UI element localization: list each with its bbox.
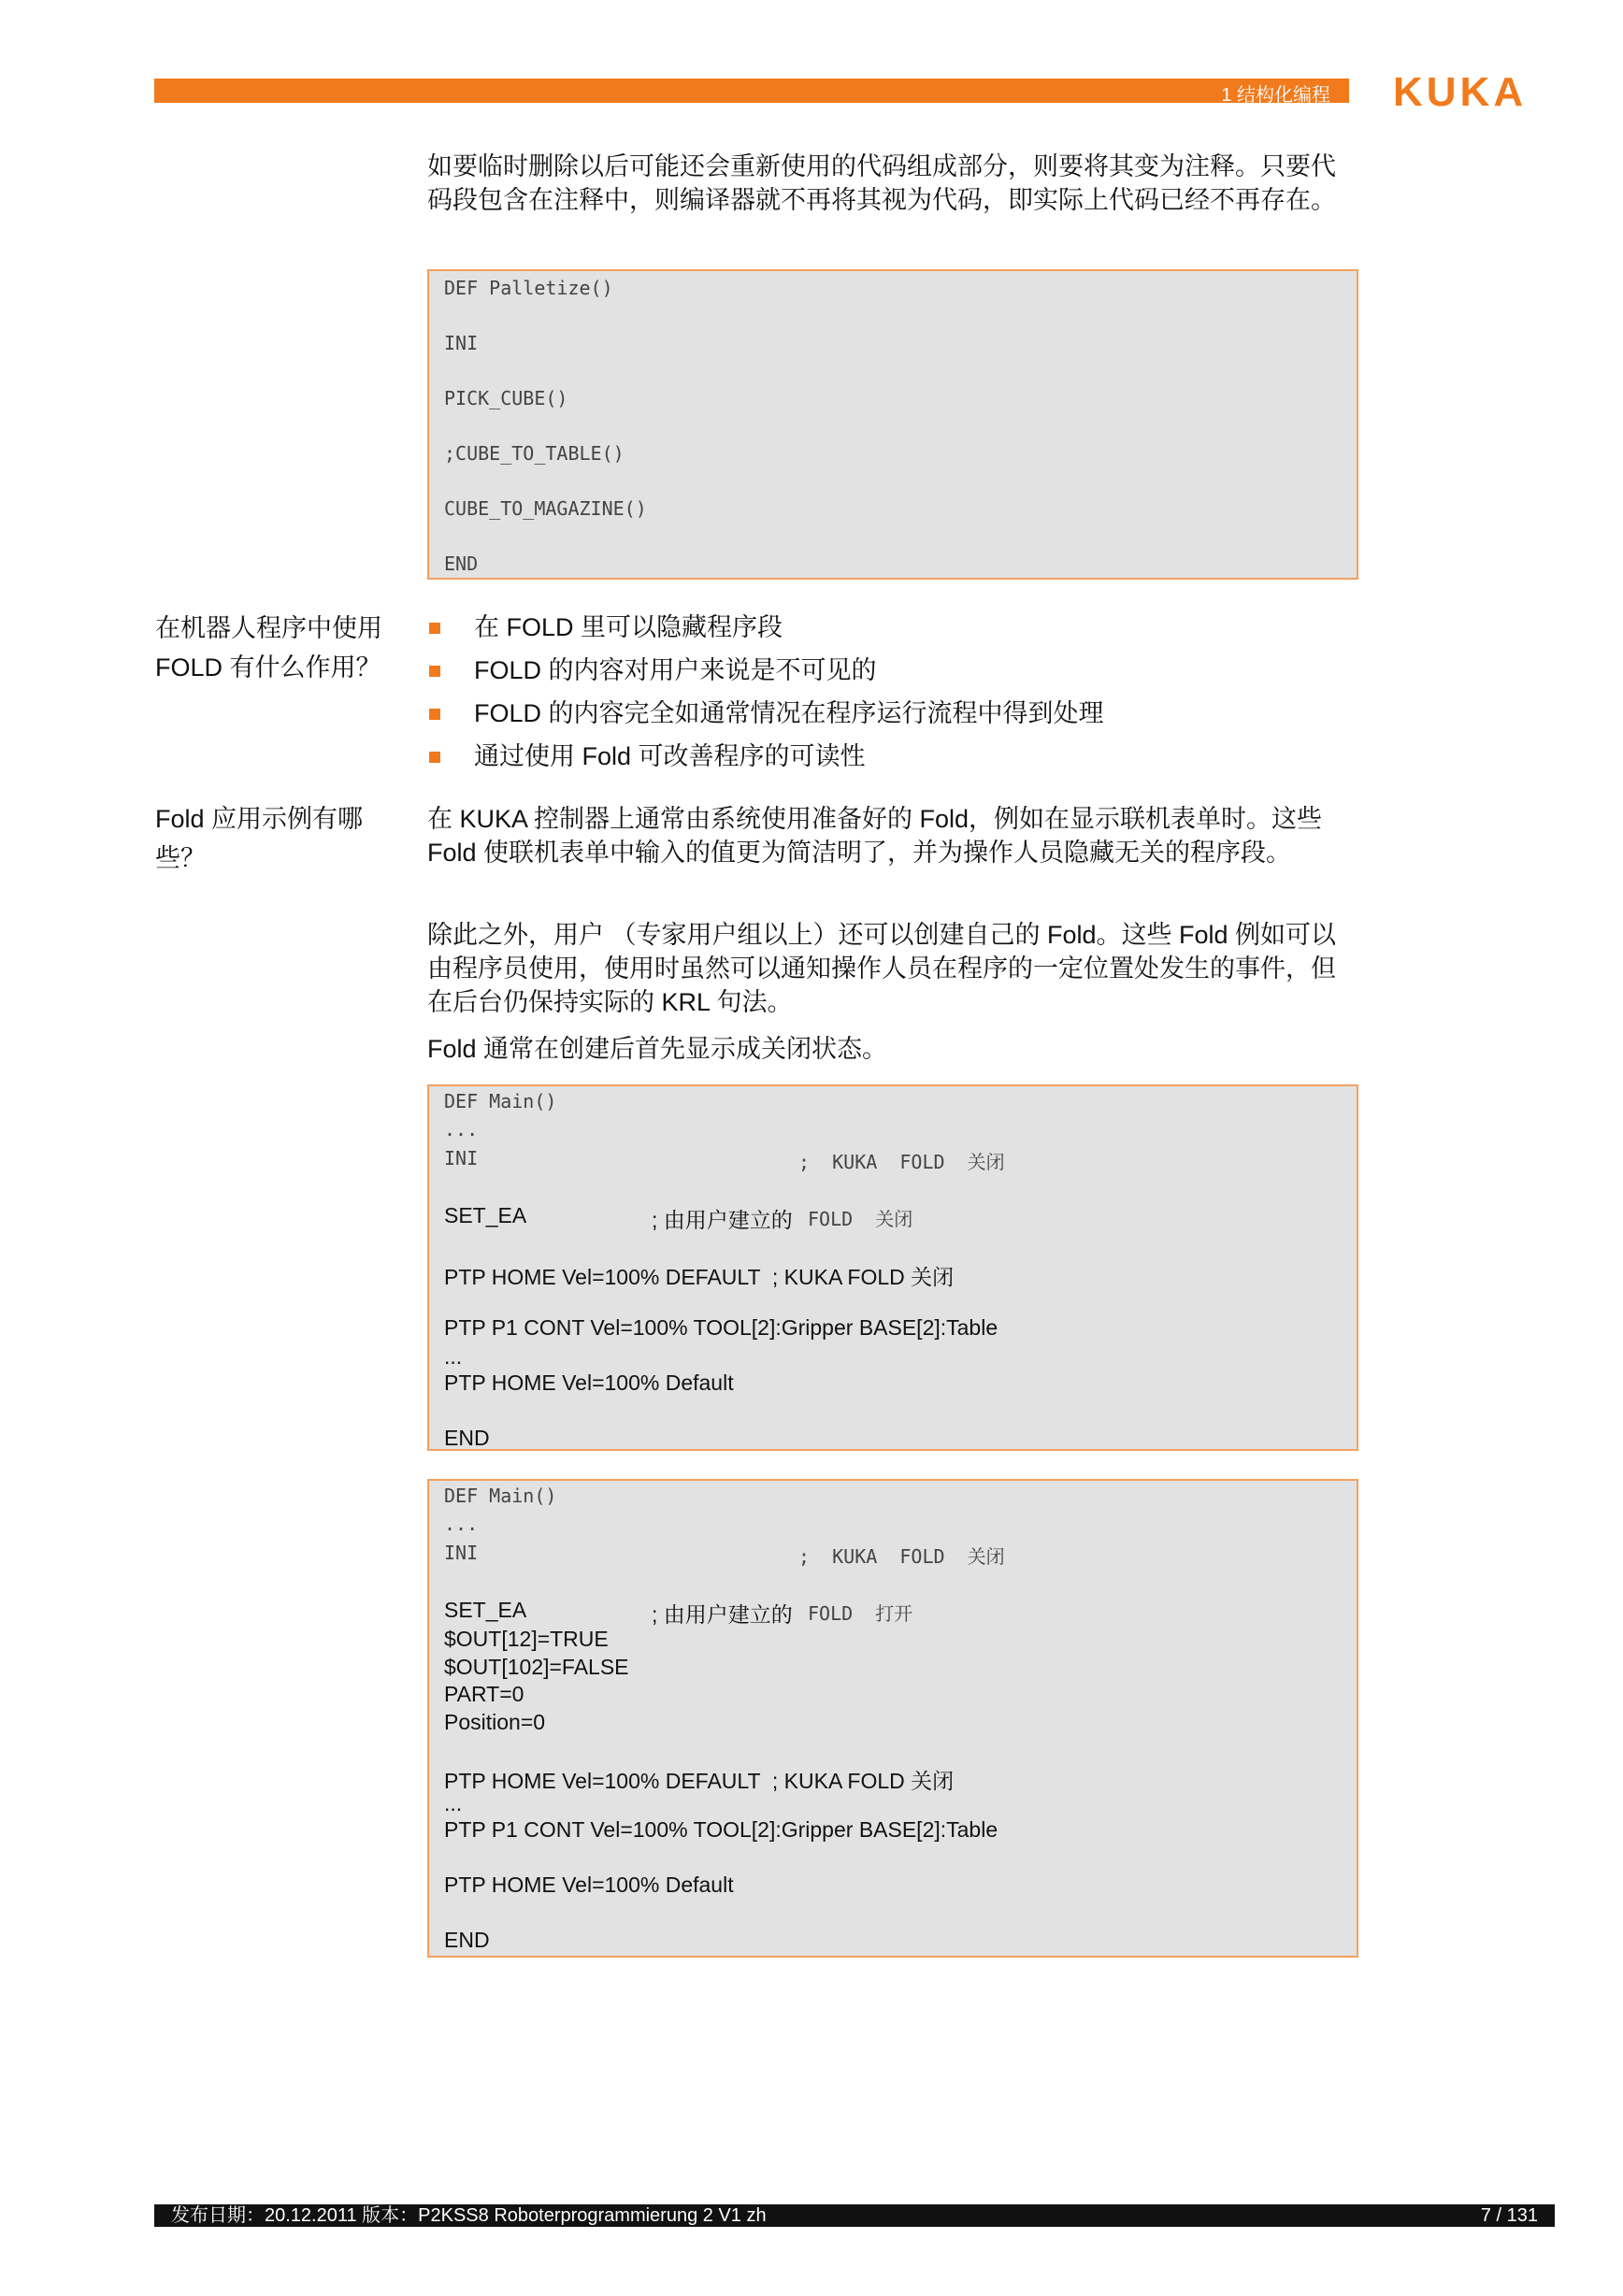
code-line: INI — [444, 332, 479, 354]
code-line: Position=0 — [444, 1710, 546, 1734]
code-line: DEF Palletize() — [444, 277, 613, 299]
code-line: DEF Main() — [444, 1485, 557, 1507]
code-line: ... — [444, 1791, 463, 1815]
code-line: $OUT[12]=TRUE — [444, 1627, 609, 1651]
code-line: INI — [444, 1542, 479, 1564]
header-section-title: 1 结构化编程 — [1221, 85, 1330, 106]
code-line: $OUT[102]=FALSE — [444, 1655, 629, 1679]
code-line: END — [444, 1426, 490, 1450]
code-line: PTP HOME Vel=100% Default — [444, 1873, 734, 1897]
margin-question-fold-examples: Fold 应用示例有哪些？ — [155, 805, 364, 872]
margin-question-fold-purpose: 在机器人程序中使用 FOLD 有什么作用？ — [155, 614, 382, 682]
code-line: END — [444, 552, 479, 575]
bullet-square-icon — [429, 709, 440, 720]
list-item: 在 FOLD 里可以隐藏程序段 — [427, 606, 1358, 649]
code-comment: ; KUKA FOLD 关闭 — [798, 1151, 1005, 1173]
paragraph-fold-closed: Fold 通常在创建后首先显示成关闭状态。 — [427, 1035, 888, 1063]
code-box-main-closed — [427, 1084, 1358, 1451]
code-line: PTP HOME Vel=100% Default — [444, 1370, 734, 1395]
bullet-square-icon — [429, 623, 440, 634]
header-bar — [154, 79, 1349, 106]
code-line: CUBE_TO_MAGAZINE() — [444, 497, 647, 520]
code-line: PTP HOME Vel=100% DEFAULT ; KUKA FOLD 关闭 — [444, 1769, 955, 1793]
code-comment: ; 由用户建立的 — [652, 1208, 793, 1232]
bullet-square-icon — [429, 752, 440, 763]
footer-bar — [154, 2204, 1555, 2227]
fold-purpose-list — [427, 606, 1358, 778]
bullet-square-icon — [429, 666, 440, 677]
code-comment: FOLD 关闭 — [808, 1208, 913, 1230]
code-line: INI — [444, 1147, 479, 1170]
code-line: PTP P1 CONT Vel=100% TOOL[2]:Gripper BASE[2]:Table — [444, 1315, 998, 1340]
code-comment: ; KUKA FOLD 关闭 — [798, 1545, 1005, 1568]
intro-paragraph: 如要临时删除以后可能还会重新使用的代码组成部分，则要将其变为注释。只要代码段包含在注释中，则编译器就不再将其视为代码，即实际上代码已经不再存在。 — [427, 152, 1336, 214]
code-line: ;CUBE_TO_TABLE() — [444, 442, 625, 465]
list-item: FOLD 的内容完全如通常情况在程序运行流程中得到处理 — [427, 692, 1358, 735]
code-line: PTP HOME Vel=100% DEFAULT ; KUKA FOLD 关闭 — [444, 1265, 955, 1289]
code-line: PTP P1 CONT Vel=100% TOOL[2]:Gripper BASE[2]:Table — [444, 1817, 998, 1842]
code-line: END — [444, 1928, 490, 1952]
code-line: PICK_CUBE() — [444, 387, 568, 409]
footer-publish-info: 发布日期：20.12.2011 版本：P2KSS8 Roboterprogrammierung 2 V1 zh — [171, 2205, 767, 2226]
code-comment: ; 由用户建立的 — [652, 1602, 793, 1627]
code-line: SET_EA — [444, 1598, 527, 1622]
list-item: 通过使用 Fold 可改善程序的可读性 — [427, 735, 1358, 778]
code-line: ... — [444, 1118, 479, 1141]
code-line: DEF Main() — [444, 1090, 557, 1112]
page-number: 7 / 131 — [1480, 2205, 1538, 2226]
code-comment: FOLD 打开 — [808, 1602, 913, 1625]
code-line: SET_EA — [444, 1203, 527, 1227]
paragraph-user-folds: 除此之外，用户 （专家用户组以上）还可以创建自己的 Fold。这些 Fold 例如可以由程序员使用，使用时虽然可以通知操作人员在程序的一定位置处发生的事件，但在后台仍保持实际的 KRL 句法。 — [427, 921, 1337, 1016]
code-line: PART=0 — [444, 1682, 524, 1706]
code-line: ... — [444, 1513, 479, 1535]
paragraph-system-folds: 在 KUKA 控制器上通常由系统使用准备好的 Fold，例如在显示联机表单时。这些 Fold 使联机表单中输入的值更为简洁明了，并为操作人员隐藏无关的程序段。 — [427, 805, 1323, 867]
code-box-palletize — [427, 269, 1358, 580]
code-line: ... — [444, 1344, 463, 1369]
kuka-logo: KUKA — [1393, 69, 1528, 115]
list-item: FOLD 的内容对用户来说是不可见的 — [427, 649, 1358, 692]
code-box-main-open — [427, 1479, 1358, 1958]
